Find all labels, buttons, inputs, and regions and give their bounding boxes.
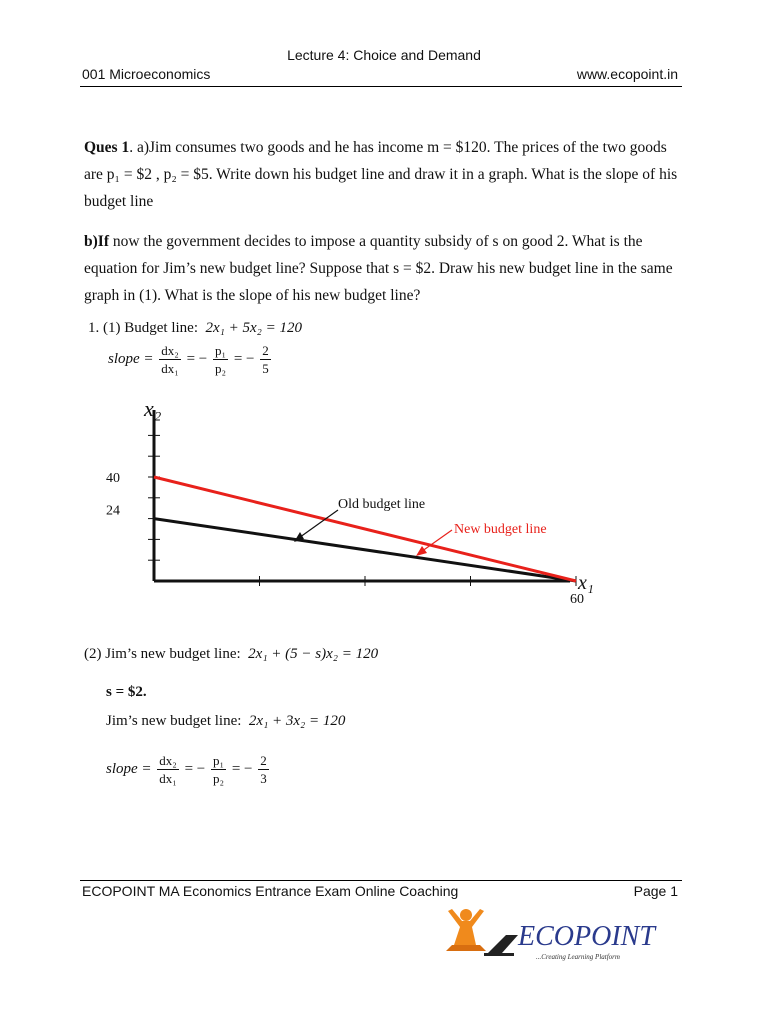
answer-result-eq: 2x₁ + 3x₂ = 120: [248, 713, 346, 729]
slope1-num3: 2: [262, 343, 269, 358]
answer-budget-eq: 2x₁ + 5x₂ = 120: [205, 320, 302, 336]
answer-budget-prefix: 1. (1) Budget line:: [88, 320, 198, 336]
question-label: Ques 1: [84, 139, 130, 156]
question-a-text: . a)Jim consumes two goods and he has income m = $120. The prices of the two goods are p₁ = $2 , p₂ = $5. Write down his budget line and draw it in a graph. What is the slope of his budget line: [84, 139, 678, 210]
slope1-den3: 5: [262, 361, 269, 376]
y-tick-label: 40: [106, 471, 120, 486]
header-rule: [80, 86, 682, 87]
answer-budget-line: [88, 320, 302, 337]
slope2-mid: = −: [184, 760, 206, 777]
slope2-num2: p₁: [213, 753, 225, 768]
x-tick-label: 60: [570, 592, 584, 607]
slope2-den3: 3: [260, 771, 267, 786]
ecopoint-logo: [440, 905, 690, 965]
slope1-mid2: = −: [233, 350, 255, 367]
old-line-label: Old budget line: [338, 497, 426, 512]
question-b-label: b)If: [84, 233, 109, 250]
slope-equation-1: [108, 342, 273, 377]
slope1-mid: = −: [186, 350, 208, 367]
header-website: www.ecopoint.in: [576, 66, 678, 82]
slope2-den1: dx₁: [159, 771, 177, 786]
slope1-num1: dx₂: [161, 343, 179, 358]
answer-result-prefix: Jim’s new budget line:: [106, 713, 242, 729]
slope1-label: slope =: [108, 350, 154, 367]
footer-rule: [80, 880, 682, 881]
slope1-num2: p₁: [215, 343, 227, 358]
footer-text: ECOPOINT MA Economics Entrance Exam Online Coaching: [82, 883, 459, 899]
logo-text: ECOPOINT: [518, 921, 655, 952]
budget-line-chart: [100, 398, 640, 613]
new-line-arrowhead: [416, 546, 427, 556]
answer-new-line-result: [106, 713, 345, 730]
page-number: Page 1: [633, 883, 678, 899]
slope2-num3: 2: [260, 753, 267, 768]
subsidy-value: s = $2.: [106, 684, 147, 700]
answer-new-budget-line: [84, 646, 378, 663]
x-axis-label: x₁: [578, 572, 594, 594]
slope-equation-2: [106, 752, 271, 787]
answer-new-eq: 2x₁ + (5 − s)x₂ = 120: [248, 646, 379, 662]
y-axis-label: x₂: [144, 398, 162, 421]
header-course: 001 Microeconomics: [82, 66, 211, 82]
logo-tagline: ...Creating Learning Platform: [536, 953, 620, 961]
question-b-text: now the government decides to impose a quantity subsidy of s on good 2. What is the equation for Jim’s new budget line? Suppose that s = $2. Draw his new budget line in the same graph in (1). What is the slope of his new budget line?: [84, 233, 673, 304]
slope2-label: slope =: [106, 760, 152, 777]
question-part-a: [84, 134, 684, 215]
slope2-den2: p₂: [213, 771, 225, 786]
page-title: Lecture 4: Choice and Demand: [287, 47, 481, 63]
y-tick-label: 24: [106, 503, 120, 519]
new-line-label: New budget line: [454, 522, 547, 537]
slope2-num1: dx₂: [159, 753, 177, 768]
question-part-b: [84, 228, 684, 309]
slope1-den1: dx₁: [161, 361, 179, 376]
answer-new-prefix: (2) Jim’s new budget line:: [84, 646, 241, 662]
chart-labels: [106, 398, 594, 607]
slope1-den2: p₂: [215, 361, 227, 376]
slope2-mid2: = −: [231, 760, 253, 777]
